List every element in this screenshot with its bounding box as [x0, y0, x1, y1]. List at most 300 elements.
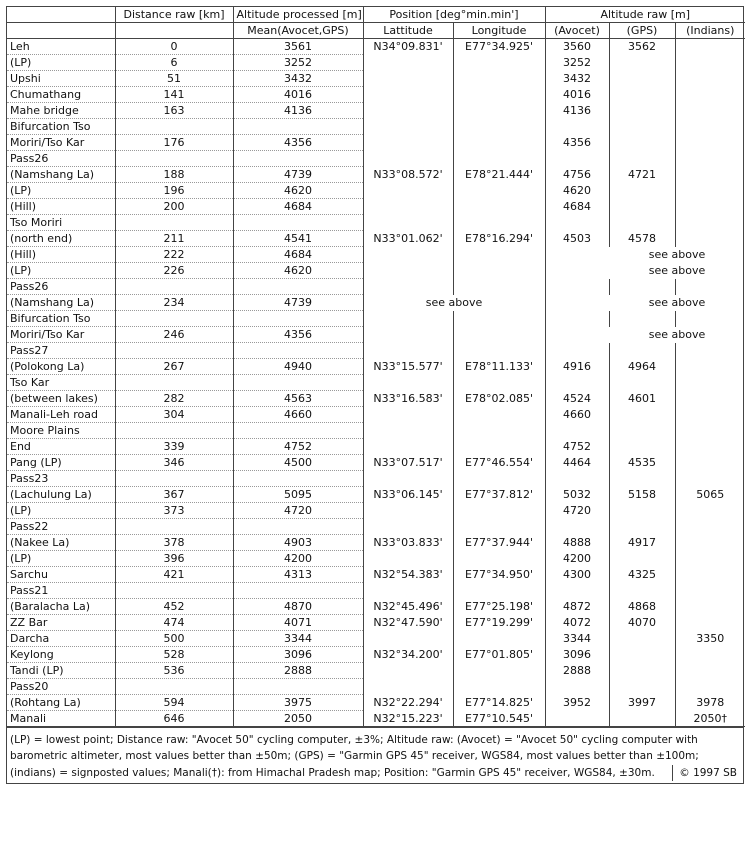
indians-cell [675, 199, 745, 215]
place-name: Chumathang [7, 87, 115, 103]
table-row [7, 103, 745, 119]
distance-cell: 163 [115, 103, 233, 119]
altitude-cell: 3096 [233, 647, 363, 663]
gps-cell [609, 631, 675, 647]
gps-cell: 3997 [609, 695, 675, 711]
indians-cell [675, 135, 745, 151]
header-longitude: Longitude [453, 23, 545, 39]
table-row [7, 311, 745, 327]
latitude-cell: N34°09.831' [363, 39, 453, 55]
table-row [7, 343, 745, 359]
avocet-cell: 4016 [545, 87, 609, 103]
latitude-cell: N32°22.294' [363, 695, 453, 711]
distance-cell: 282 [115, 391, 233, 407]
indians-cell [675, 455, 745, 471]
latitude-cell: N33°08.572' [363, 167, 453, 183]
altitude-cell: 4016 [233, 87, 363, 103]
place-name: Manali-Leh road [7, 407, 115, 423]
indians-cell: 5065 [675, 487, 745, 503]
gps-cell [609, 663, 675, 679]
gps-cell [609, 407, 675, 423]
raw-see-above: see above [648, 296, 706, 309]
latitude-cell [363, 71, 453, 87]
avocet-cell: 3344 [545, 631, 609, 647]
altitude-cell: 2888 [233, 663, 363, 679]
longitude-cell [453, 663, 545, 679]
table-row [7, 135, 745, 151]
gps-cell: 4535 [609, 455, 675, 471]
header-name [7, 7, 115, 23]
longitude-cell [453, 551, 545, 567]
place-name: Manali [7, 711, 115, 727]
gps-cell: 4325 [609, 567, 675, 583]
place-name: (Namshang La) [7, 295, 115, 311]
table-row [7, 231, 745, 247]
distance-cell: 373 [115, 503, 233, 519]
place-name: Pass26 [7, 151, 115, 167]
longitude-cell: E78°02.085' [453, 391, 545, 407]
longitude-cell: E77°46.554' [453, 455, 545, 471]
longitude-cell [453, 407, 545, 423]
latitude-cell [363, 263, 453, 279]
altitude-cell: 3561 [233, 39, 363, 55]
altitude-cell: 4313 [233, 567, 363, 583]
avocet-cell: 4660 [545, 407, 609, 423]
place-name: Keylong [7, 647, 115, 663]
latitude-cell: N33°16.583' [363, 391, 453, 407]
gps-cell [609, 439, 675, 455]
avocet-cell: 4503 [545, 231, 609, 247]
table-row [7, 647, 745, 663]
longitude-cell: E77°25.198' [453, 599, 545, 615]
longitude-cell [453, 87, 545, 103]
altitude-table [7, 7, 745, 727]
longitude-cell [453, 327, 545, 343]
gps-cell: 3562 [609, 39, 675, 55]
table-row [7, 247, 745, 263]
place-name: (Namshang La) [7, 167, 115, 183]
avocet-cell: 3560 [545, 39, 609, 55]
longitude-cell [453, 103, 545, 119]
place-name: (LP) [7, 263, 115, 279]
avocet-cell: 4200 [545, 551, 609, 567]
latitude-cell [363, 135, 453, 151]
table-body [7, 39, 745, 727]
table-row [7, 503, 745, 519]
distance-cell: 536 [115, 663, 233, 679]
longitude-cell [453, 55, 545, 71]
distance-cell: 246 [115, 327, 233, 343]
data-table-frame [6, 6, 744, 728]
longitude-cell: E78°16.294' [453, 231, 545, 247]
longitude-cell: E77°37.812' [453, 487, 545, 503]
indians-cell [675, 231, 745, 247]
longitude-cell: E77°37.944' [453, 535, 545, 551]
place-name: Sarchu [7, 567, 115, 583]
distance-cell: 234 [115, 295, 233, 311]
longitude-cell: E78°21.444' [453, 167, 545, 183]
place-name: Mahe bridge [7, 103, 115, 119]
place-name: Tso Kar [7, 375, 115, 391]
header-gps: (GPS) [609, 23, 675, 39]
place-name: (Polokong La) [7, 359, 115, 375]
gps-cell: 4868 [609, 599, 675, 615]
longitude-cell: E77°01.805' [453, 647, 545, 663]
place-name: (Lachulung La) [7, 487, 115, 503]
avocet-cell: 4756 [545, 167, 609, 183]
distance-cell: 200 [115, 199, 233, 215]
header-altitude-raw: Altitude raw [m] [545, 7, 745, 23]
indians-cell [675, 55, 745, 71]
place-name: (LP) [7, 503, 115, 519]
altitude-cell: 4500 [233, 455, 363, 471]
table-row [7, 519, 745, 535]
latitude-cell [363, 407, 453, 423]
distance-cell: 267 [115, 359, 233, 375]
distance-cell: 6 [115, 55, 233, 71]
avocet-cell: 4300 [545, 567, 609, 583]
indians-cell: 3350 [675, 631, 745, 647]
latitude-cell [363, 55, 453, 71]
gps-cell [609, 135, 675, 151]
longitude-cell: E77°34.925' [453, 39, 545, 55]
indians-cell [675, 599, 745, 615]
table-row [7, 183, 745, 199]
avocet-cell: 4684 [545, 199, 609, 215]
indians-cell [675, 551, 745, 567]
altitude-cell: 5095 [233, 487, 363, 503]
avocet-cell: 4888 [545, 535, 609, 551]
table-row [7, 455, 745, 471]
place-name: (LP) [7, 55, 115, 71]
avocet-cell: 4524 [545, 391, 609, 407]
gps-cell: 4721 [609, 167, 675, 183]
latitude-cell: N32°54.383' [363, 567, 453, 583]
place-name: (between lakes) [7, 391, 115, 407]
table-row [7, 151, 745, 167]
indians-cell [675, 567, 745, 583]
altitude-cell: 3344 [233, 631, 363, 647]
raw-see-above: see above [648, 264, 706, 277]
altitude-cell: 4739 [233, 295, 363, 311]
header-latitude: Lattitude [363, 23, 453, 39]
distance-cell: 528 [115, 647, 233, 663]
indians-cell [675, 71, 745, 87]
distance-cell: 396 [115, 551, 233, 567]
place-name: Bifurcation Tso [7, 311, 115, 327]
place-name: Moriri/Tso Kar [7, 135, 115, 151]
distance-cell: 222 [115, 247, 233, 263]
latitude-cell [363, 439, 453, 455]
place-name: Pass20 [7, 679, 115, 695]
avocet-cell: 4356 [545, 135, 609, 151]
altitude-cell: 4739 [233, 167, 363, 183]
latitude-cell [363, 631, 453, 647]
table-row [7, 679, 745, 695]
altitude-cell: 4356 [233, 327, 363, 343]
altitude-cell: 3975 [233, 695, 363, 711]
avocet-cell: 4136 [545, 103, 609, 119]
latitude-cell: N33°07.517' [363, 455, 453, 471]
indians-cell [675, 663, 745, 679]
place-name: Pass27 [7, 343, 115, 359]
indians-cell [675, 439, 745, 455]
table-row [7, 87, 745, 103]
table-row [7, 167, 745, 183]
gps-cell [609, 711, 675, 727]
altitude-cell: 4660 [233, 407, 363, 423]
gps-cell [609, 87, 675, 103]
latitude-cell [363, 551, 453, 567]
gps-cell: 4964 [609, 359, 675, 375]
place-name: (LP) [7, 551, 115, 567]
altitude-cell: 4870 [233, 599, 363, 615]
distance-cell: 226 [115, 263, 233, 279]
table-row [7, 295, 745, 311]
place-name: (Rohtang La) [7, 695, 115, 711]
distance-cell: 378 [115, 535, 233, 551]
position-see-above: see above [363, 295, 545, 311]
place-name: Leh [7, 39, 115, 55]
place-name: Tso Moriri [7, 215, 115, 231]
place-name: Pass21 [7, 583, 115, 599]
latitude-cell: N32°15.223' [363, 711, 453, 727]
altitude-cell: 4940 [233, 359, 363, 375]
table-row [7, 711, 745, 727]
gps-cell [609, 503, 675, 519]
table-row [7, 279, 745, 295]
table-row [7, 551, 745, 567]
altitude-cell: 3432 [233, 71, 363, 87]
table-row [7, 263, 745, 279]
table-row [7, 487, 745, 503]
distance-cell: 367 [115, 487, 233, 503]
place-name: Upshi [7, 71, 115, 87]
indians-cell [675, 359, 745, 375]
avocet-cell [545, 711, 609, 727]
place-name: Pass26 [7, 279, 115, 295]
distance-cell: 304 [115, 407, 233, 423]
latitude-cell [363, 247, 453, 263]
altitude-cell: 4720 [233, 503, 363, 519]
header-altitude-mean: Mean(Avocet,GPS) [233, 23, 363, 39]
footnote [6, 728, 744, 784]
distance-cell: 500 [115, 631, 233, 647]
latitude-cell [363, 663, 453, 679]
gps-cell: 4601 [609, 391, 675, 407]
place-name: Moriri/Tso Kar [7, 327, 115, 343]
raw-see-above: see above [648, 328, 706, 341]
distance-cell: 452 [115, 599, 233, 615]
gps-cell [609, 647, 675, 663]
latitude-cell [363, 503, 453, 519]
avocet-cell: 4752 [545, 439, 609, 455]
altitude-cell: 4563 [233, 391, 363, 407]
avocet-cell: 3432 [545, 71, 609, 87]
latitude-cell [363, 87, 453, 103]
indians-cell [675, 391, 745, 407]
longitude-cell [453, 503, 545, 519]
latitude-cell: N33°06.145' [363, 487, 453, 503]
longitude-cell [453, 439, 545, 455]
latitude-cell: N32°45.496' [363, 599, 453, 615]
table-row [7, 567, 745, 583]
longitude-cell [453, 183, 545, 199]
distance-cell: 646 [115, 711, 233, 727]
distance-cell: 474 [115, 615, 233, 631]
table-row [7, 55, 745, 71]
place-name: Darcha [7, 631, 115, 647]
avocet-cell: 4872 [545, 599, 609, 615]
indians-cell: 2050† [675, 711, 745, 727]
distance-cell: 51 [115, 71, 233, 87]
table-row [7, 71, 745, 87]
altitude-cell: 4620 [233, 263, 363, 279]
header-distance: Distance raw [km] [115, 7, 233, 23]
distance-cell: 188 [115, 167, 233, 183]
distance-cell: 339 [115, 439, 233, 455]
place-name: (LP) [7, 183, 115, 199]
table-row [7, 327, 745, 343]
latitude-cell: N33°03.833' [363, 535, 453, 551]
longitude-cell [453, 199, 545, 215]
longitude-cell: E77°34.950' [453, 567, 545, 583]
distance-cell: 141 [115, 87, 233, 103]
avocet-cell: 5032 [545, 487, 609, 503]
place-name: (Baralacha La) [7, 599, 115, 615]
latitude-cell [363, 199, 453, 215]
altitude-cell: 4620 [233, 183, 363, 199]
avocet-cell: 4072 [545, 615, 609, 631]
altitude-cell: 4684 [233, 247, 363, 263]
indians-cell [675, 183, 745, 199]
gps-cell: 5158 [609, 487, 675, 503]
latitude-cell: N33°01.062' [363, 231, 453, 247]
indians-cell [675, 167, 745, 183]
table-row [7, 423, 745, 439]
place-name: ZZ Bar [7, 615, 115, 631]
footnote-text: (LP) = lowest point; Distance raw: "Avocet 50" cycling computer, ±3%; Altitude raw: (Avocet) = "Avocet 50" cycling computer with barometric altimeter, most values better than ±50m; (GPS) = "Garmin GPS 45" receiver, WGS84, most values better than ±100m; (indians) = signposted values; Manali(†): from Himachal Pradesh map; Position: "Garmin GPS 45" receiver, WGS84, ±30m. [10, 734, 699, 779]
gps-cell: 4070 [609, 615, 675, 631]
avocet-cell: 4720 [545, 503, 609, 519]
table-row [7, 599, 745, 615]
indians-cell [675, 103, 745, 119]
table-row [7, 375, 745, 391]
latitude-cell: N33°15.577' [363, 359, 453, 375]
place-name: (Hill) [7, 199, 115, 215]
latitude-cell: N32°47.590' [363, 615, 453, 631]
place-name: Moore Plains [7, 423, 115, 439]
table-row [7, 119, 745, 135]
altitude-cell: 4903 [233, 535, 363, 551]
altitude-cell: 4541 [233, 231, 363, 247]
table-row [7, 535, 745, 551]
gps-cell [609, 551, 675, 567]
distance-cell: 196 [115, 183, 233, 199]
indians-cell [675, 39, 745, 55]
longitude-cell [453, 631, 545, 647]
longitude-cell [453, 247, 545, 263]
indians-cell [675, 615, 745, 631]
avocet-cell: 4464 [545, 455, 609, 471]
table-row [7, 615, 745, 631]
distance-cell: 211 [115, 231, 233, 247]
altitude-document [6, 6, 744, 784]
gps-cell [609, 103, 675, 119]
header-avocet: (Avocet) [545, 23, 609, 39]
place-name: Bifurcation Tso [7, 119, 115, 135]
distance-cell: 176 [115, 135, 233, 151]
gps-cell [609, 183, 675, 199]
avocet-cell: 3252 [545, 55, 609, 71]
latitude-cell [363, 103, 453, 119]
place-name: Tandi (LP) [7, 663, 115, 679]
indians-cell [675, 503, 745, 519]
place-name: (Hill) [7, 247, 115, 263]
avocet-cell: 3096 [545, 647, 609, 663]
table-row [7, 199, 745, 215]
place-name: Pang (LP) [7, 455, 115, 471]
distance-cell: 594 [115, 695, 233, 711]
altitude-cell: 2050 [233, 711, 363, 727]
longitude-cell: E77°14.825' [453, 695, 545, 711]
table-row [7, 631, 745, 647]
table-row [7, 39, 745, 55]
longitude-cell [453, 135, 545, 151]
place-name: (Nakee La) [7, 535, 115, 551]
table-row [7, 407, 745, 423]
latitude-cell [363, 183, 453, 199]
place-name: (north end) [7, 231, 115, 247]
gps-cell [609, 71, 675, 87]
copyright: © 1997 SB [672, 765, 737, 781]
longitude-cell: E77°19.299' [453, 615, 545, 631]
altitude-cell: 4200 [233, 551, 363, 567]
avocet-cell: 2888 [545, 663, 609, 679]
table-row [7, 439, 745, 455]
indians-cell [675, 535, 745, 551]
gps-cell [609, 55, 675, 71]
avocet-cell: 4620 [545, 183, 609, 199]
latitude-cell [363, 327, 453, 343]
place-name: Pass23 [7, 471, 115, 487]
avocet-cell: 4916 [545, 359, 609, 375]
distance-cell: 0 [115, 39, 233, 55]
table-row [7, 391, 745, 407]
distance-cell: 346 [115, 455, 233, 471]
place-name: End [7, 439, 115, 455]
table-row [7, 663, 745, 679]
raw-see-above: see above [648, 248, 706, 261]
table-row [7, 215, 745, 231]
longitude-cell: E77°10.545' [453, 711, 545, 727]
altitude-cell: 4136 [233, 103, 363, 119]
place-name: Pass22 [7, 519, 115, 535]
longitude-cell [453, 263, 545, 279]
indians-cell [675, 647, 745, 663]
latitude-cell: N32°34.200' [363, 647, 453, 663]
altitude-cell: 4071 [233, 615, 363, 631]
altitude-cell: 4752 [233, 439, 363, 455]
table-row [7, 583, 745, 599]
indians-cell: 3978 [675, 695, 745, 711]
altitude-cell: 4684 [233, 199, 363, 215]
gps-cell: 4917 [609, 535, 675, 551]
altitude-cell: 3252 [233, 55, 363, 71]
indians-cell [675, 407, 745, 423]
table-row [7, 695, 745, 711]
gps-cell: 4578 [609, 231, 675, 247]
